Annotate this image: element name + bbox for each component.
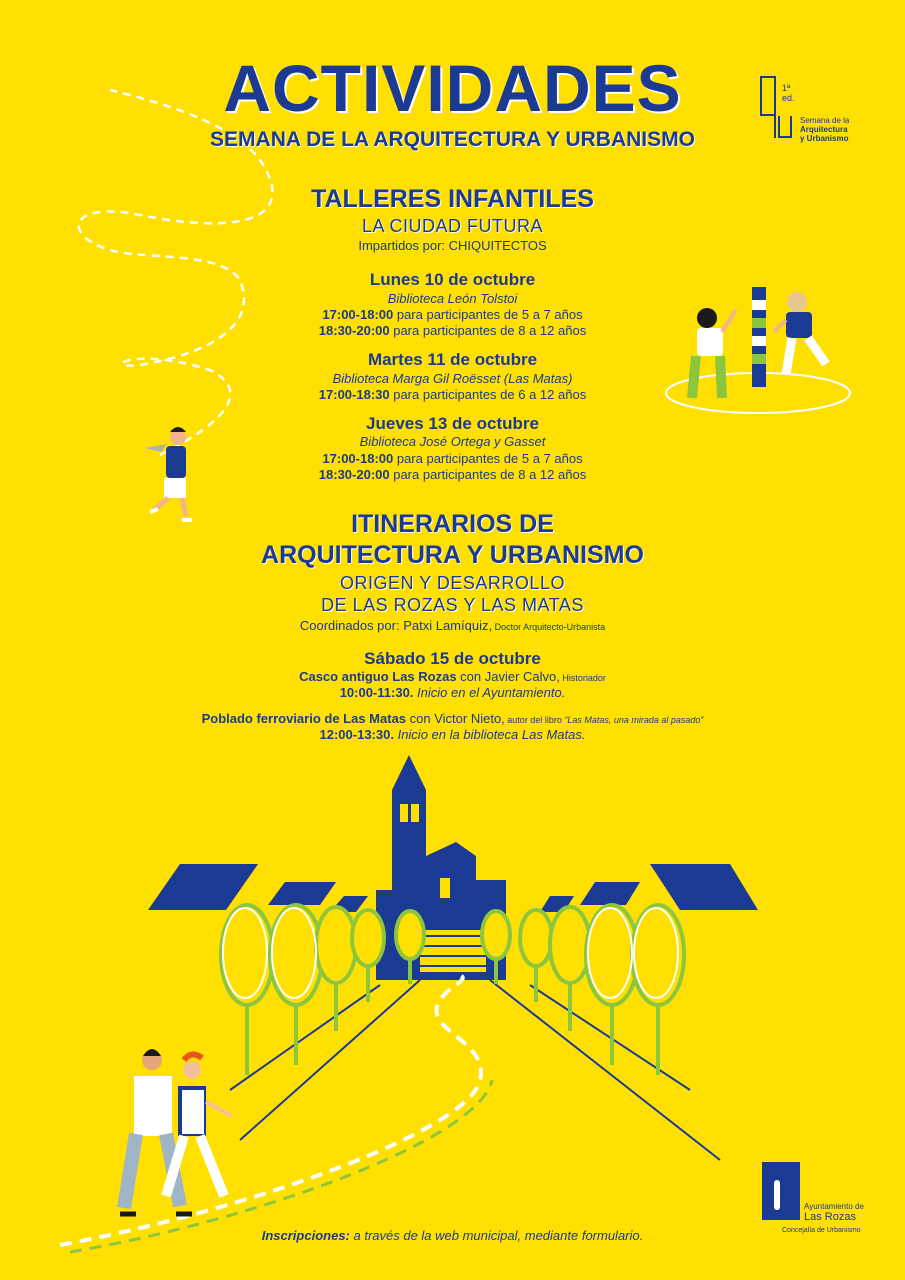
session-time: 18:30-20:00: [318, 323, 390, 338]
heron-icon: [774, 1180, 780, 1210]
footer-label: Inscripciones:: [261, 1228, 350, 1243]
walking-couple-figure: [120, 1049, 232, 1214]
session-text: para participantes de 8 a 12 años: [389, 323, 587, 338]
session-line: [0, 323, 905, 338]
route2-with: con Victor Nieto,: [406, 711, 505, 726]
itinerario-day: Sábado 15 de octubre: [364, 649, 541, 668]
session-text: para participantes de 5 a 7 años: [393, 451, 583, 466]
venue: Biblioteca José Ortega y Gasset: [359, 434, 546, 449]
semana-logo-line3: y Urbanismo: [800, 134, 849, 143]
talleres-subheading: LA CIUDAD FUTURA: [361, 216, 544, 236]
venue: Biblioteca Marga Gil Roësset (Las Matas): [332, 371, 573, 386]
venue: Biblioteca León Tolstoi: [387, 291, 518, 306]
ayuntamiento-emblem: [762, 1162, 800, 1220]
itinerarios-heading-line1: ITINERARIOS DE: [351, 510, 554, 538]
talleres-heading: TALLERES INFANTILES: [311, 185, 594, 213]
route2-line: [0, 711, 905, 726]
ayuntamiento-line3: Concejalía de Urbanismo: [782, 1227, 861, 1234]
session-text: para participantes de 8 a 12 años: [389, 467, 587, 482]
day-heading: Martes 11 de octubre: [367, 350, 538, 369]
coordinator-role: Doctor Arquitecto-Urbanista: [492, 622, 606, 632]
route1-place: Casco antiguo Las Rozas: [299, 669, 457, 684]
route2-start: Inicio en la biblioteca Las Matas.: [393, 727, 586, 742]
day-heading: Lunes 10 de octubre: [369, 270, 536, 289]
edition-number: 1ª: [782, 83, 791, 93]
session-line: [0, 307, 905, 322]
itinerarios-coordinator: [0, 618, 905, 633]
route1-start: Inicio en el Ayuntamiento.: [413, 685, 566, 700]
route1-with: con Javier Calvo,: [456, 669, 560, 684]
session-time: 17:00-18:30: [318, 387, 390, 402]
footer-text: a través de la web municipal, mediante formulario.: [349, 1228, 644, 1243]
day-heading: Jueves 13 de octubre: [366, 414, 539, 433]
route2-book: “Las Matas, una mirada al pasado”: [564, 715, 704, 725]
ayuntamiento-line2: Las Rozas: [804, 1211, 856, 1223]
session-text: para participantes de 6 a 12 años: [389, 387, 587, 402]
route1-role: Historiador: [559, 673, 606, 683]
session-text: para participantes de 5 a 7 años: [393, 307, 583, 322]
itinerarios-sub-line2: DE LAS ROZAS Y LAS MATAS: [321, 595, 584, 615]
semana-logo-line1: Semana de la: [800, 116, 850, 125]
page-title: ACTIVIDADES: [223, 51, 682, 125]
semana-logo-line2: Arquitectura: [800, 125, 848, 134]
route2-time: 12:00-13:30.: [319, 727, 394, 742]
session-line: [0, 467, 905, 482]
route2-time-line: [0, 727, 905, 742]
session-line: [0, 451, 905, 466]
session-time: 17:00-18:00: [322, 451, 394, 466]
ayuntamiento-logo: [762, 1162, 872, 1242]
route1-time: 10:00-11:30.: [339, 685, 414, 700]
route2-place: Poblado ferroviario de Las Matas: [201, 711, 407, 726]
coordinator-label: Coordinados por: Patxi Lamíquiz,: [299, 618, 493, 633]
session-line: [0, 387, 905, 402]
talleres-by: Impartidos por: CHIQUITECTOS: [358, 238, 547, 253]
route1-line: [0, 669, 905, 684]
page-subtitle: SEMANA DE LA ARQUITECTURA Y URBANISMO: [210, 128, 695, 151]
session-time: 18:30-20:00: [318, 467, 390, 482]
itinerarios-sub-line1: ORIGEN Y DESARROLLO: [340, 573, 565, 593]
route1-time-line: [0, 685, 905, 700]
itinerarios-heading-line2: ARQUITECTURA Y URBANISMO: [261, 541, 644, 569]
session-time: 17:00-18:00: [322, 307, 394, 322]
ayuntamiento-line1: Ayuntamiento de: [804, 1202, 864, 1211]
route2-role: autor del libro: [504, 715, 565, 725]
edition-abbr: ed.: [782, 93, 795, 103]
